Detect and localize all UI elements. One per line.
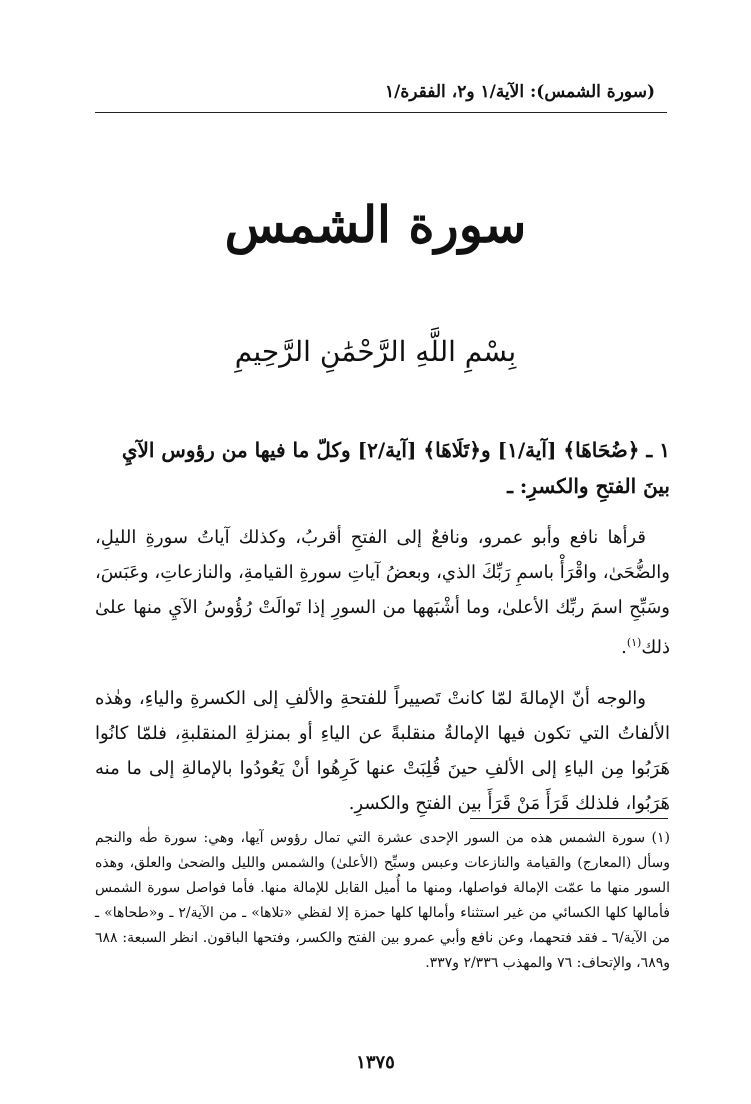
footnote-text: سورة الشمس هذه من السور الإحدى عشرة التي تمال رؤوس آيها، وهي: سورة طٰه والنجم وسأل (المعارج) والقيامة والنازعات وعبس وسبِّح (الأعلىٰ) والشمس والليل والضحىٰ والعلق، وهذه السور منها ما عمّت الإمالة فواصلها، ومنها ما أُميل القابل للإمالة منها. فأما فواصل سورة الشمس فأمالها كلها الكسائي من غير استثناء وأمالها كلها حمزة إلا لفظي «تلاها» ـ من الآية/٢ ـ و«طحاها» ـ من الآية/٦ ـ فقد فتحهما، وعن نافع وأبي عمرو بين الفتح والكسر، وفتحها الباقون. انظر السبعة: ٦٨٨ و٦٨٩، والإتحاف: ٧٦ والمهذب ٢/٣٣٦ و٣٣٧. bbox=[95, 830, 671, 971]
running-header: (سورة الشمس): الآية/١ و٢، الفقرة/١ bbox=[385, 82, 655, 102]
paragraph-readings-text: قرأها نافع وأبو عمرو، ونافعٌ إلى الفتحِ أقربُ، وكذلك آياتُ سورةِ الليلِ، والضُّحَىٰ، واقْرَأْ باسمِ رَبِّكَ الذي، وبعضُ آياتِ سورةِ القيامةِ، والنازعاتِ، وعَبَسَ، وسَبِّحِ اسمَ ربِّك الأعلىٰ، وما أشْبَهها من السورِ إذا تَوالَتْ رُؤُوسُ الآيِ منها علىٰ ذلك bbox=[95, 527, 670, 658]
section-heading: ١ ـ ﴿ضُحَاهَا﴾ [آية/١] و﴿تَلَاهَا﴾ [آية/٢] وكلّ ما فيها من رؤوس الآيِ بينَ الفتحِ والكسرِ: ـ bbox=[121, 438, 670, 498]
page-number: ١٣٧٥ bbox=[356, 1052, 395, 1073]
footnote-divider bbox=[470, 818, 668, 819]
paragraph-readings-end: . bbox=[621, 637, 627, 658]
header-divider bbox=[95, 112, 667, 113]
main-text bbox=[95, 432, 670, 821]
paragraph-readings bbox=[95, 520, 670, 665]
paragraph-reasoning: والوجه أنّ الإمالةَ لمّا كانتْ تَصييراً للفتحةِ والألفِ إلى الكسرةِ والياءِ، وهٰذه الألفاتُ التي تكون فيها الإمالةُ منقلبةً عن الياءِ أو بمنزلةِ المنقلبةِ، فلمّا كانُوا هَرَبُوا مِن الياءِ إلى الألفِ حينَ قُلِبَتْ عنها كَرِهُوا أنْ يَعُودُوا بالإمالةِ إلى ما منه هَرَبُوا، فلذلك قَرَأَ مَنْ قَرَأَ بين الفتحِ والكسرِ. bbox=[95, 688, 670, 814]
basmala: بِسْمِ اللَّهِ الرَّحْمَٰنِ الرَّحِيمِ bbox=[234, 335, 517, 368]
footnote-reference[interactable]: (١) bbox=[626, 636, 642, 649]
footnote-number: (١) bbox=[651, 830, 670, 846]
footnote bbox=[95, 826, 670, 976]
surah-title: سورة الشمس bbox=[224, 195, 527, 254]
